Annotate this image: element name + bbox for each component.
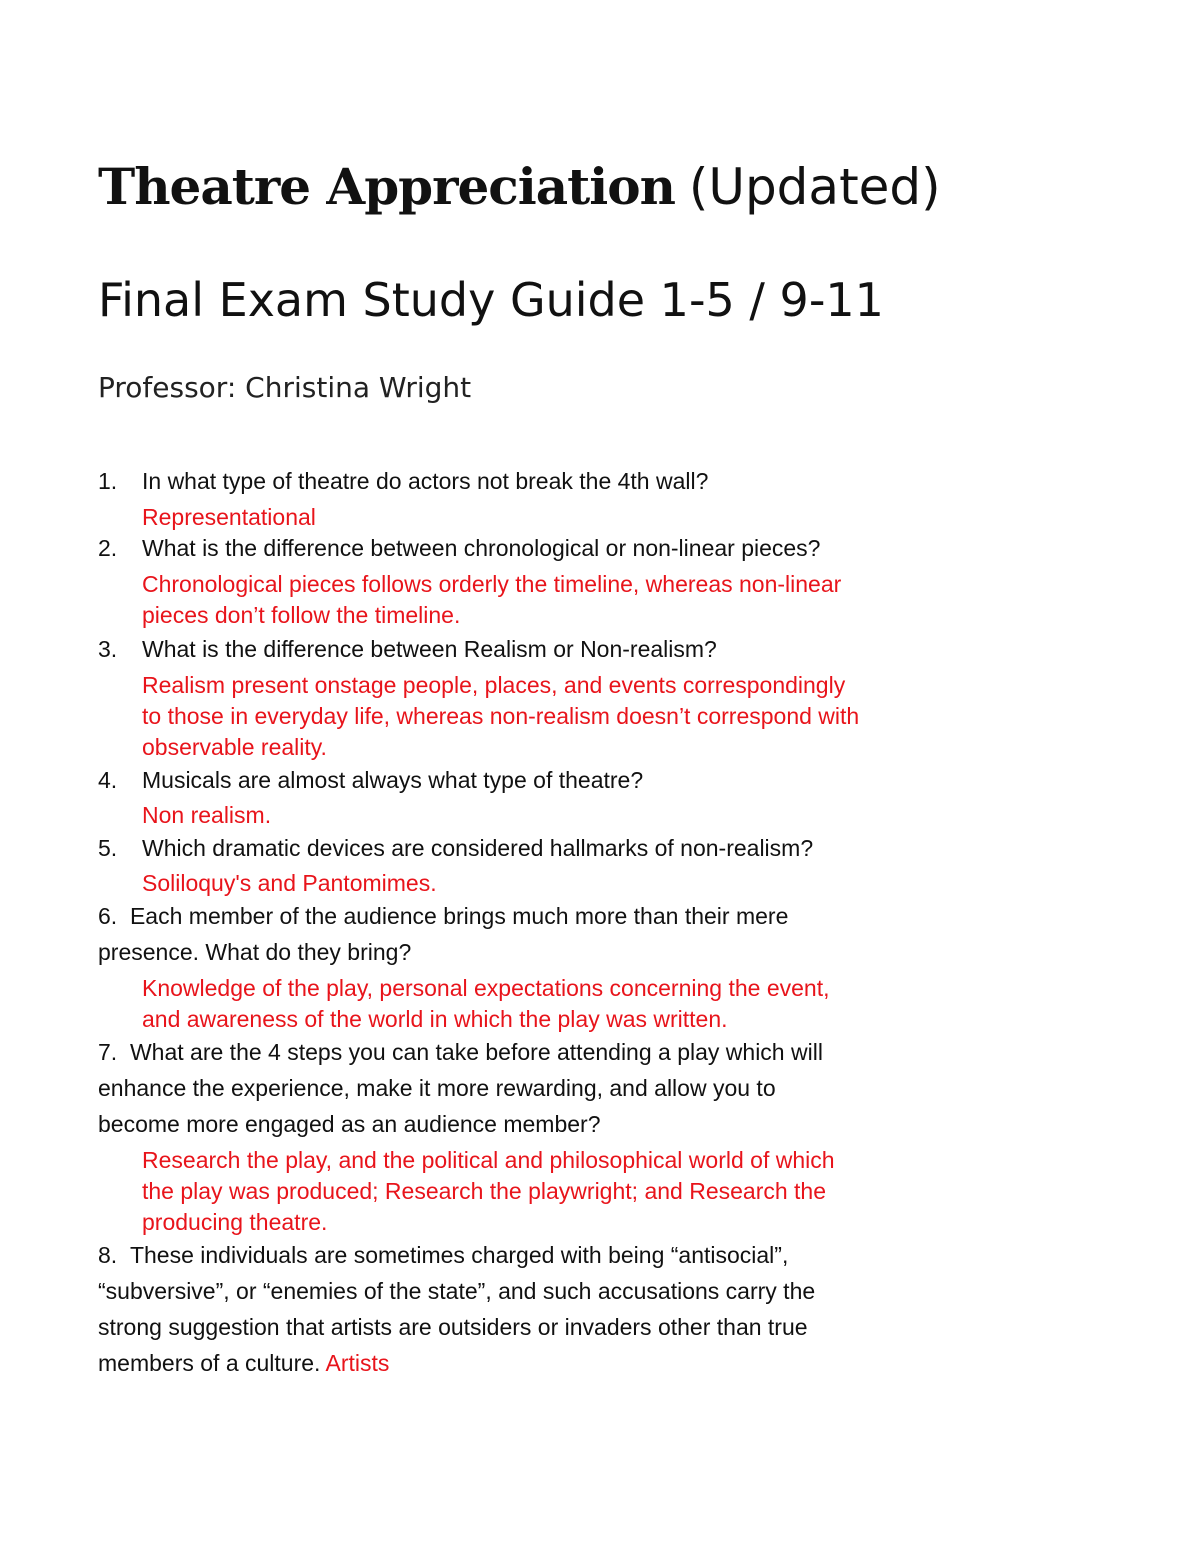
question-8-text-4: members of a culture. bbox=[98, 1350, 321, 1376]
question-4-line-1: Musicals are almost always what type of theatre? bbox=[142, 767, 644, 793]
answer-2-line-1: Chronological pieces follows orderly the timeline, whereas non-linear bbox=[142, 571, 842, 597]
question-2-line-1: What is the difference between chronological or non-linear pieces? bbox=[142, 535, 821, 561]
answer-6 bbox=[142, 973, 829, 1035]
item-number-1: 1. bbox=[98, 468, 118, 494]
answer-7 bbox=[142, 1145, 835, 1238]
answer-6-line-2: and awareness of the world in which the play was written. bbox=[142, 1006, 728, 1032]
question-5 bbox=[142, 833, 813, 864]
question-8-line-4 bbox=[98, 1345, 815, 1381]
answer-5-line-1: Soliloquy's and Pantomimes. bbox=[142, 870, 437, 896]
item-number-5: 5. bbox=[98, 835, 118, 861]
question-7-line-1 bbox=[98, 1034, 823, 1070]
item-number-7: 7. bbox=[98, 1039, 118, 1065]
title-bold: Theatre Appreciation bbox=[98, 157, 675, 216]
item-number-6: 6. bbox=[98, 903, 118, 929]
answer-3-line-2: to those in everyday life, whereas non-realism doesn’t correspond with bbox=[142, 703, 860, 729]
answer-7-line-2: the play was produced; Research the playwright; and Research the bbox=[142, 1178, 827, 1204]
page-subtitle: Final Exam Study Guide 1-5 / 9-11 bbox=[98, 273, 884, 327]
answer-3-line-3: observable reality. bbox=[142, 734, 327, 760]
question-7 bbox=[98, 1034, 823, 1142]
question-2 bbox=[142, 533, 820, 564]
item-number-4: 4. bbox=[98, 767, 118, 793]
question-6 bbox=[98, 898, 788, 970]
answer-1-line-1: Representational bbox=[142, 504, 316, 530]
title-updated: (Updated) bbox=[688, 158, 941, 216]
answer-8: Artists bbox=[325, 1350, 390, 1376]
question-8-line-2: “subversive”, or “enemies of the state”, and such accusations carry the bbox=[98, 1278, 816, 1304]
question-7-line-3: become more engaged as an audience member? bbox=[98, 1111, 601, 1137]
item-number-8: 8. bbox=[98, 1242, 118, 1268]
question-6-line-2: presence. What do they bring? bbox=[98, 939, 412, 965]
answer-6-line-1: Knowledge of the play, personal expectations concerning the event, bbox=[142, 975, 830, 1001]
question-4 bbox=[142, 765, 643, 796]
question-8-line-3: strong suggestion that artists are outsiders or invaders other than true bbox=[98, 1314, 808, 1340]
question-3-line-1: What is the difference between Realism or Non-realism? bbox=[142, 636, 717, 662]
answer-7-line-3: producing theatre. bbox=[142, 1209, 328, 1235]
question-6-line-1 bbox=[98, 898, 788, 934]
answer-1 bbox=[142, 502, 316, 533]
item-number-3: 3. bbox=[98, 636, 118, 662]
question-8-line-1 bbox=[98, 1237, 815, 1273]
professor-name: Professor: Christina Wright bbox=[98, 371, 472, 404]
answer-5 bbox=[142, 868, 437, 899]
question-5-line-1: Which dramatic devices are considered hallmarks of non-realism? bbox=[142, 835, 814, 861]
question-7-text-1: What are the 4 steps you can take before attending a play which will bbox=[129, 1039, 823, 1065]
question-7-line-2: enhance the experience, make it more rewarding, and allow you to bbox=[98, 1075, 776, 1101]
question-1-line-1: In what type of theatre do actors not break the 4th wall? bbox=[142, 468, 709, 494]
answer-4-line-1: Non realism. bbox=[142, 802, 272, 828]
answer-3-line-1: Realism present onstage people, places, and events correspondingly bbox=[142, 672, 846, 698]
question-6-text-1: Each member of the audience brings much more than their mere bbox=[129, 903, 789, 929]
question-8 bbox=[98, 1237, 815, 1381]
question-1 bbox=[142, 466, 708, 497]
item-number-2: 2. bbox=[98, 535, 118, 561]
answer-4 bbox=[142, 800, 271, 831]
answer-2-line-2: pieces don’t follow the timeline. bbox=[142, 602, 461, 628]
question-3 bbox=[142, 634, 717, 665]
page-title bbox=[98, 150, 941, 224]
question-8-text-1: These individuals are sometimes charged with being “antisocial”, bbox=[129, 1242, 789, 1268]
answer-2 bbox=[142, 569, 841, 631]
answer-3 bbox=[142, 670, 859, 763]
answer-7-line-1: Research the play, and the political and philosophical world of which bbox=[142, 1147, 835, 1173]
